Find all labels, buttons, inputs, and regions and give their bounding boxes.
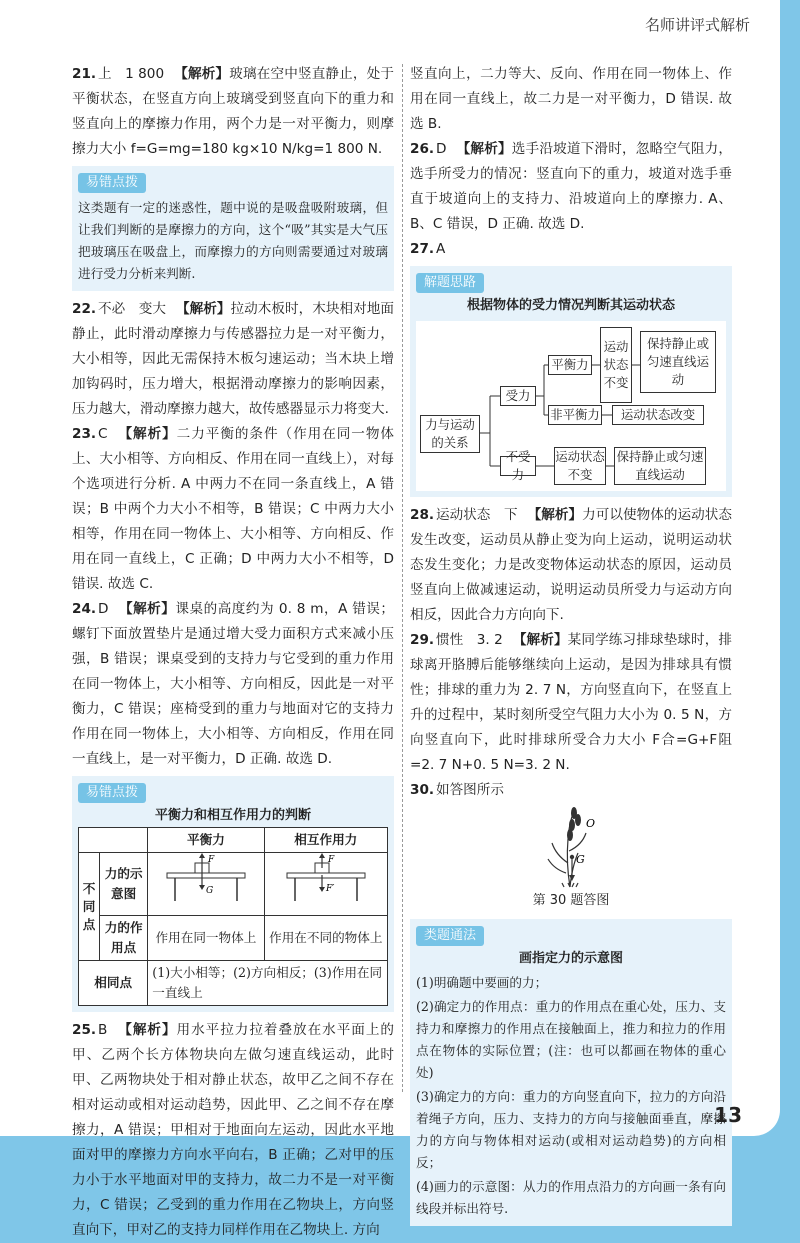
node-state-unchanged: 运动状态不变 (600, 327, 632, 403)
error-tip-box-2 (72, 776, 394, 1012)
box-title: 平衡力和相互作用力的判断 (154, 808, 311, 823)
node-no-force: 不受力 (500, 456, 536, 476)
node-root: 力与运动的关系 (420, 415, 480, 453)
error-tip-box-1 (72, 166, 394, 291)
question-21: 21. 上 1 800 【解析】玻璃在空中竖直静止，处于平衡状态，在竖直方向上玻璃受到竖直向下的重力和竖直向上的摩擦力作用，两个力是一对平衡力，则摩擦力大小 f=G=mg=180 kg×10 N/kg=1 800 N. (72, 66, 395, 157)
question-29: 29. 惯性 3. 2 【解析】某同学练习排球垫球时，排球离开胳膊后能够继续向上运动，是因为排球具有惯性；排球的重力为 2. 7 N，方向竖直向下，在竖直上升的过程中，某时刻所受空气阻力大小为 0. 5 N，方向竖直向下，此时排球所受合力大小 F合=G+F阻=2. 7 N+0. 5 N=3. 2 N. (410, 632, 733, 773)
question-23: 23. C 【解析】二力平衡的条件（作用在同一物体上、大小相等、方向相反、作用在同一直线上），对每个选项进行分析. A 中两力不在同一条直线上，A 错误；B 中两个力大小不相等，B 错误；C 中两力大小相等，作用在同一物体上、大小相等、方向相反、作用在同一直线上，C 正确；D 中两力大小不相等，D 错误. 故选 C. (72, 426, 395, 592)
svg-text:F: F (327, 855, 335, 865)
node-unbalanced: 非平衡力 (548, 405, 602, 425)
node-balanced: 平衡力 (548, 355, 592, 375)
question-24: 24. D 【解析】课桌的高度约为 0. 8 m，A 错误；螺钉下面放置垫片是通过增大受力面积方式来减小压强，B 错误；课桌受到的支持力与它受到的重力作用在同一物体上，大小相等、方向相反，因此是一对平衡力，C 错误；座椅受到的重力与地面对它的支持力作用在同一物体上，大小相等、方向相反，作用在同一直线上，是一对平衡力，D 正确. 故选 D. (72, 601, 394, 767)
box-label: 解题思路 (416, 273, 484, 293)
question-28: 28. 运动状态 下 【解析】力可以使物体的运动状态发生改变，运动员从静止变为向上运动，说明运动状态发生变化；力是改变物体运动状态的原因，运动员竖直向上做减速运动，说明运动员所受力与运动方向相反，因此合力方向向下. (410, 507, 733, 623)
mind-map (416, 321, 726, 491)
svg-text:G: G (576, 853, 585, 866)
node-force: 受力 (500, 386, 536, 406)
box-title: 根据物体的受力情况判断其运动状态 (466, 298, 675, 313)
figure-30-caption: 第 30 题答图 (532, 893, 610, 908)
page-number: 13 (714, 1103, 742, 1127)
method-line-3: (3)确定力的方向：重力的方向竖直向下，拉力的方向沿着绳子方向，压力、支持力的方向与接触面垂直，摩擦力的方向与物体相对运动(或相对运动趋势)的方向相反； (416, 1089, 726, 1170)
box-text: 这类题有一定的迷惑性，题中说的是吸盘吸附玻璃，但让我们判断的是摩擦力的方向，这个“吸”其实是大气压把玻璃压在吸盘上，而摩擦力的方向则需要通过对玻璃进行受力分析来判断. (78, 200, 388, 281)
right-column (410, 62, 732, 1232)
box-title: 画指定力的示意图 (518, 951, 623, 966)
node-state-unchanged-2: 运动状态不变 (554, 447, 606, 485)
question-25-continued: 竖直向上，二力等大、反向、作用在同一物体上、作用在同一直线上，故二力是一对平衡力，D 错误. 故选 B. (410, 66, 732, 132)
wheat-plant-figure (526, 803, 616, 889)
svg-text:O: O (586, 817, 596, 830)
svg-text:G: G (205, 886, 214, 896)
svg-text:F: F (207, 855, 215, 865)
question-30: 30. 如答图所示 (410, 782, 504, 798)
question-26: 26. D 【解析】选手沿坡道下滑时，忽略空气阻力，选手所受力的情况：竖直向下的重力，坡道对选手垂直于坡道向上的支持力、沿坡道向上的摩擦力. A、B、C 错误，D 正确. 故选 D. (410, 141, 733, 232)
column-divider (402, 64, 403, 1092)
box-label: 易错点拨 (78, 173, 146, 193)
box-label: 易错点拨 (78, 783, 146, 803)
method-line-2: (2)确定力的作用点：重力的作用点在重心处，压力、支持力和摩擦力的作用点在接触面上，推力和拉力的作用点在物体的实际位置；(注：也可以都画在物体的重心处) (416, 999, 726, 1080)
balance-force-diagram (148, 853, 264, 916)
box-label: 类题通法 (416, 926, 484, 946)
method-line-4: (4)画力的示意图：从力的作用点沿力的方向画一条有向线段并标出符号. (416, 1179, 726, 1216)
interaction-force-diagram (264, 853, 387, 916)
solution-idea-box (410, 266, 732, 497)
method-box (410, 919, 732, 1226)
question-22: 22. 不必 变大 【解析】拉动木板时，木块相对地面静止，此时滑动摩擦力与传感器拉力是一对平衡力，大小相等，因此无需保持木板匀速运动；当木块上增加钩码时，压力增大，根据滑动摩擦力的影响因素，压力越大，滑动摩擦力越大，故传感器显示力将变大. (72, 301, 395, 417)
comparison-table: 平衡力 相互作用力 不同点 力的示意图 F G F F′ 力的作用点 作用在同一物体上 作用在不同的物体上 相同点 (1)大小相等；(2)方向相反；(3)作用在同一直线上 (78, 827, 388, 1006)
figure-30 (410, 803, 732, 891)
svg-text:F′: F′ (325, 884, 335, 894)
question-27: 27. A (410, 241, 446, 257)
node-keep-static-2: 保持静止或匀速直线运动 (614, 447, 706, 485)
node-state-changed: 运动状态改变 (612, 405, 704, 425)
method-line-1: (1)明确题中要画的力； (416, 975, 548, 990)
header-title: 名师讲评式解析 (644, 16, 750, 34)
node-keep-static: 保持静止或匀速直线运动 (640, 331, 716, 393)
left-column (72, 62, 394, 1243)
question-25: 25. B 【解析】用水平拉力拉着叠放在水平面上的甲、乙两个长方体物块向左做匀速直线运动，此时甲、乙两物块处于相对静止状态，故甲乙之间不存在相对运动或相对运动趋势，因此甲、乙之间不存在摩擦力，A 错误；甲相对于地面向左运动，因此水平地面对甲的摩擦力方向水平向右，B 正确；乙对甲的压力小于水平地面对甲的支持力，故二力不是一对平衡力，C 错误；乙受到的重力作用在乙物块上，方向竖直向下，甲对乙的支持力同样作用在乙物块上. 方向 (72, 1022, 395, 1238)
